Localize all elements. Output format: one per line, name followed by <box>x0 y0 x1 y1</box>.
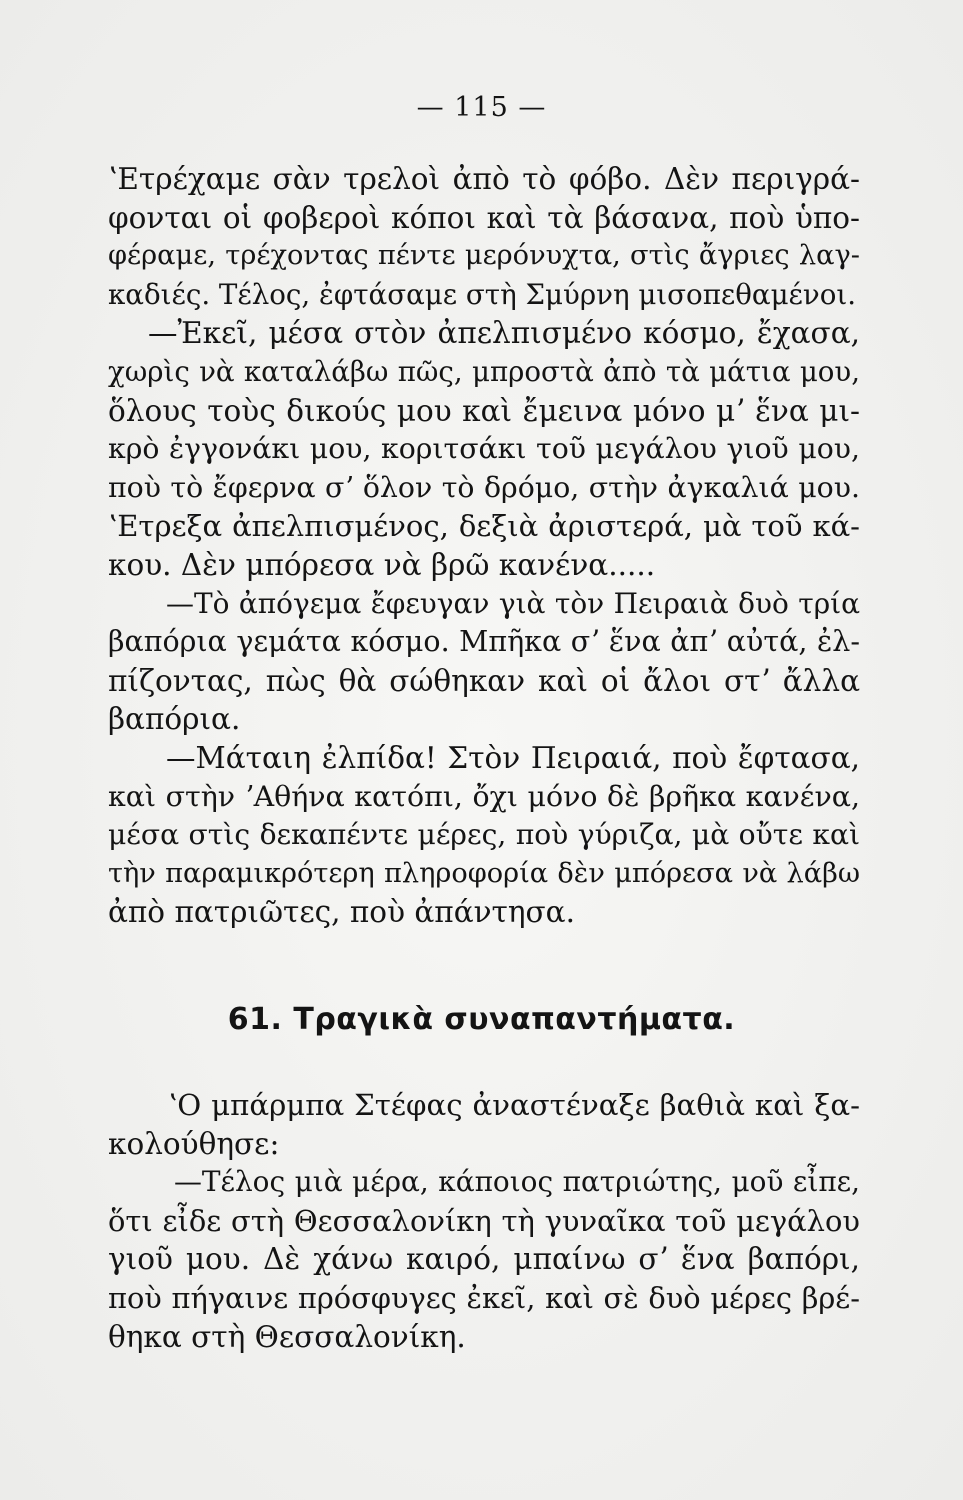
page-number: — 115 — <box>416 92 547 123</box>
text-line: φέραμε, τρέχοντας πέντε μερόνυχτα, στὶς ἄγριες λαγ- <box>108 240 860 272</box>
text-line: θηκα στὴ Θεσσαλονίκη. <box>108 1319 466 1354</box>
text-line: χωρὶς νὰ καταλάβω πῶς, μπροστὰ ἀπὸ τὰ μάτια μου, <box>108 354 860 388</box>
text-line: κολούθησε: <box>108 1126 280 1161</box>
text-line: τὴν παραμικρότερη πληροφορία δὲν μπόρεσα νὰ λάβω <box>108 857 860 889</box>
text-line: ποὺ πήγαινε πρόσφυγες ἐκεῖ, καὶ σὲ δυὸ μέρες βρέ- <box>108 1280 860 1315</box>
text-line: κρὸ ἐγγονάκι μου, κοριτσάκι τοῦ μεγάλου γιοῦ μου, <box>108 432 860 466</box>
text-line: ʽΟ μπάρμπα Στέφας ἀναστέναξε βαθιὰ καὶ ξα- <box>168 1088 860 1122</box>
text-line: —Τὸ ἀπόγεμα ἔφευγαν γιὰ τὸν Πειραιὰ δυὸ τρία <box>166 586 860 620</box>
text-line: —Ἐκεῖ, μέσα στὸν ἀπελπισμένο κόσμο, ἔχασα, <box>148 316 860 351</box>
text-line: κου. Δὲν μπόρεσα νὰ βρῶ κανένα..... <box>108 547 656 582</box>
text-line: καὶ στὴν ʼΑθήνα κατόπι, ὄχι μόνο δὲ βρῆκα κανένα, <box>108 779 860 813</box>
text-line: ὅτι εἶδε στὴ Θεσσαλονίκη τὴ γυναῖκα τοῦ μεγάλου <box>108 1203 860 1238</box>
text-line: ʽΕτρέχαμε σὰν τρελοὶ ἀπὸ τὸ φόβο. Δὲν περιγρά- <box>108 162 860 196</box>
text-line: —Μάταιη ἐλπίδα! Στὸν Πειραιά, ποὺ ἔφτασα, <box>166 740 860 775</box>
text-line: μέσα στὶς δεκαπέντε μέρες, ποὺ γύριζα, μὰ οὔτε καὶ <box>108 818 860 852</box>
text-line: φονται οἱ φοβεροὶ κόποι καὶ τὰ βάσανα, ποὺ ὑπο- <box>108 200 860 235</box>
text-line: —Τέλος μιὰ μέρα, κάποιος πατριώτης, μοῦ εἶπε, <box>174 1165 860 1199</box>
text-line: ʽΕτρεξα ἀπελπισμένος, δεξιὰ ἀριστερά, μὰ τοῦ κά- <box>108 509 860 544</box>
text-line: βαπόρια γεμάτα κόσμο. Μπῆκα σʼ ἕνα ἀπʼ αὐτά, ἐλ- <box>108 625 860 659</box>
text-line: ποὺ τὸ ἔφερνα σʼ ὅλον τὸ δρόμο, στὴν ἀγκαλιά μου. <box>108 470 860 504</box>
text-line: καδιές. Τέλος, ἐφτάσαμε στὴ Σμύρνη μισοπεθαμένοι. <box>108 277 857 311</box>
paragraph-block-top <box>108 160 860 932</box>
text-line: ὅλους τοὺς δικούς μου καὶ ἔμεινα μόνο μʼ ἕνα μι- <box>108 393 860 428</box>
text-line: γιοῦ μου. Δὲ χάνω καιρό, μπαίνω σʼ ἕνα βαπόρι, <box>108 1242 860 1277</box>
text-line: πίζοντας, πὼς θὰ σώθηκαν καὶ οἱ ἄλοι στʼ ἄλλα <box>108 663 860 698</box>
paragraph-block-bottom <box>108 1086 860 1356</box>
text-line: βαπόρια. <box>108 702 241 737</box>
text-line: ἀπὸ πατριῶτες, ποὺ ἀπάντησα. <box>108 895 575 930</box>
section-heading: 61. Τραγικὰ συναπαντήματα. <box>227 1002 736 1037</box>
